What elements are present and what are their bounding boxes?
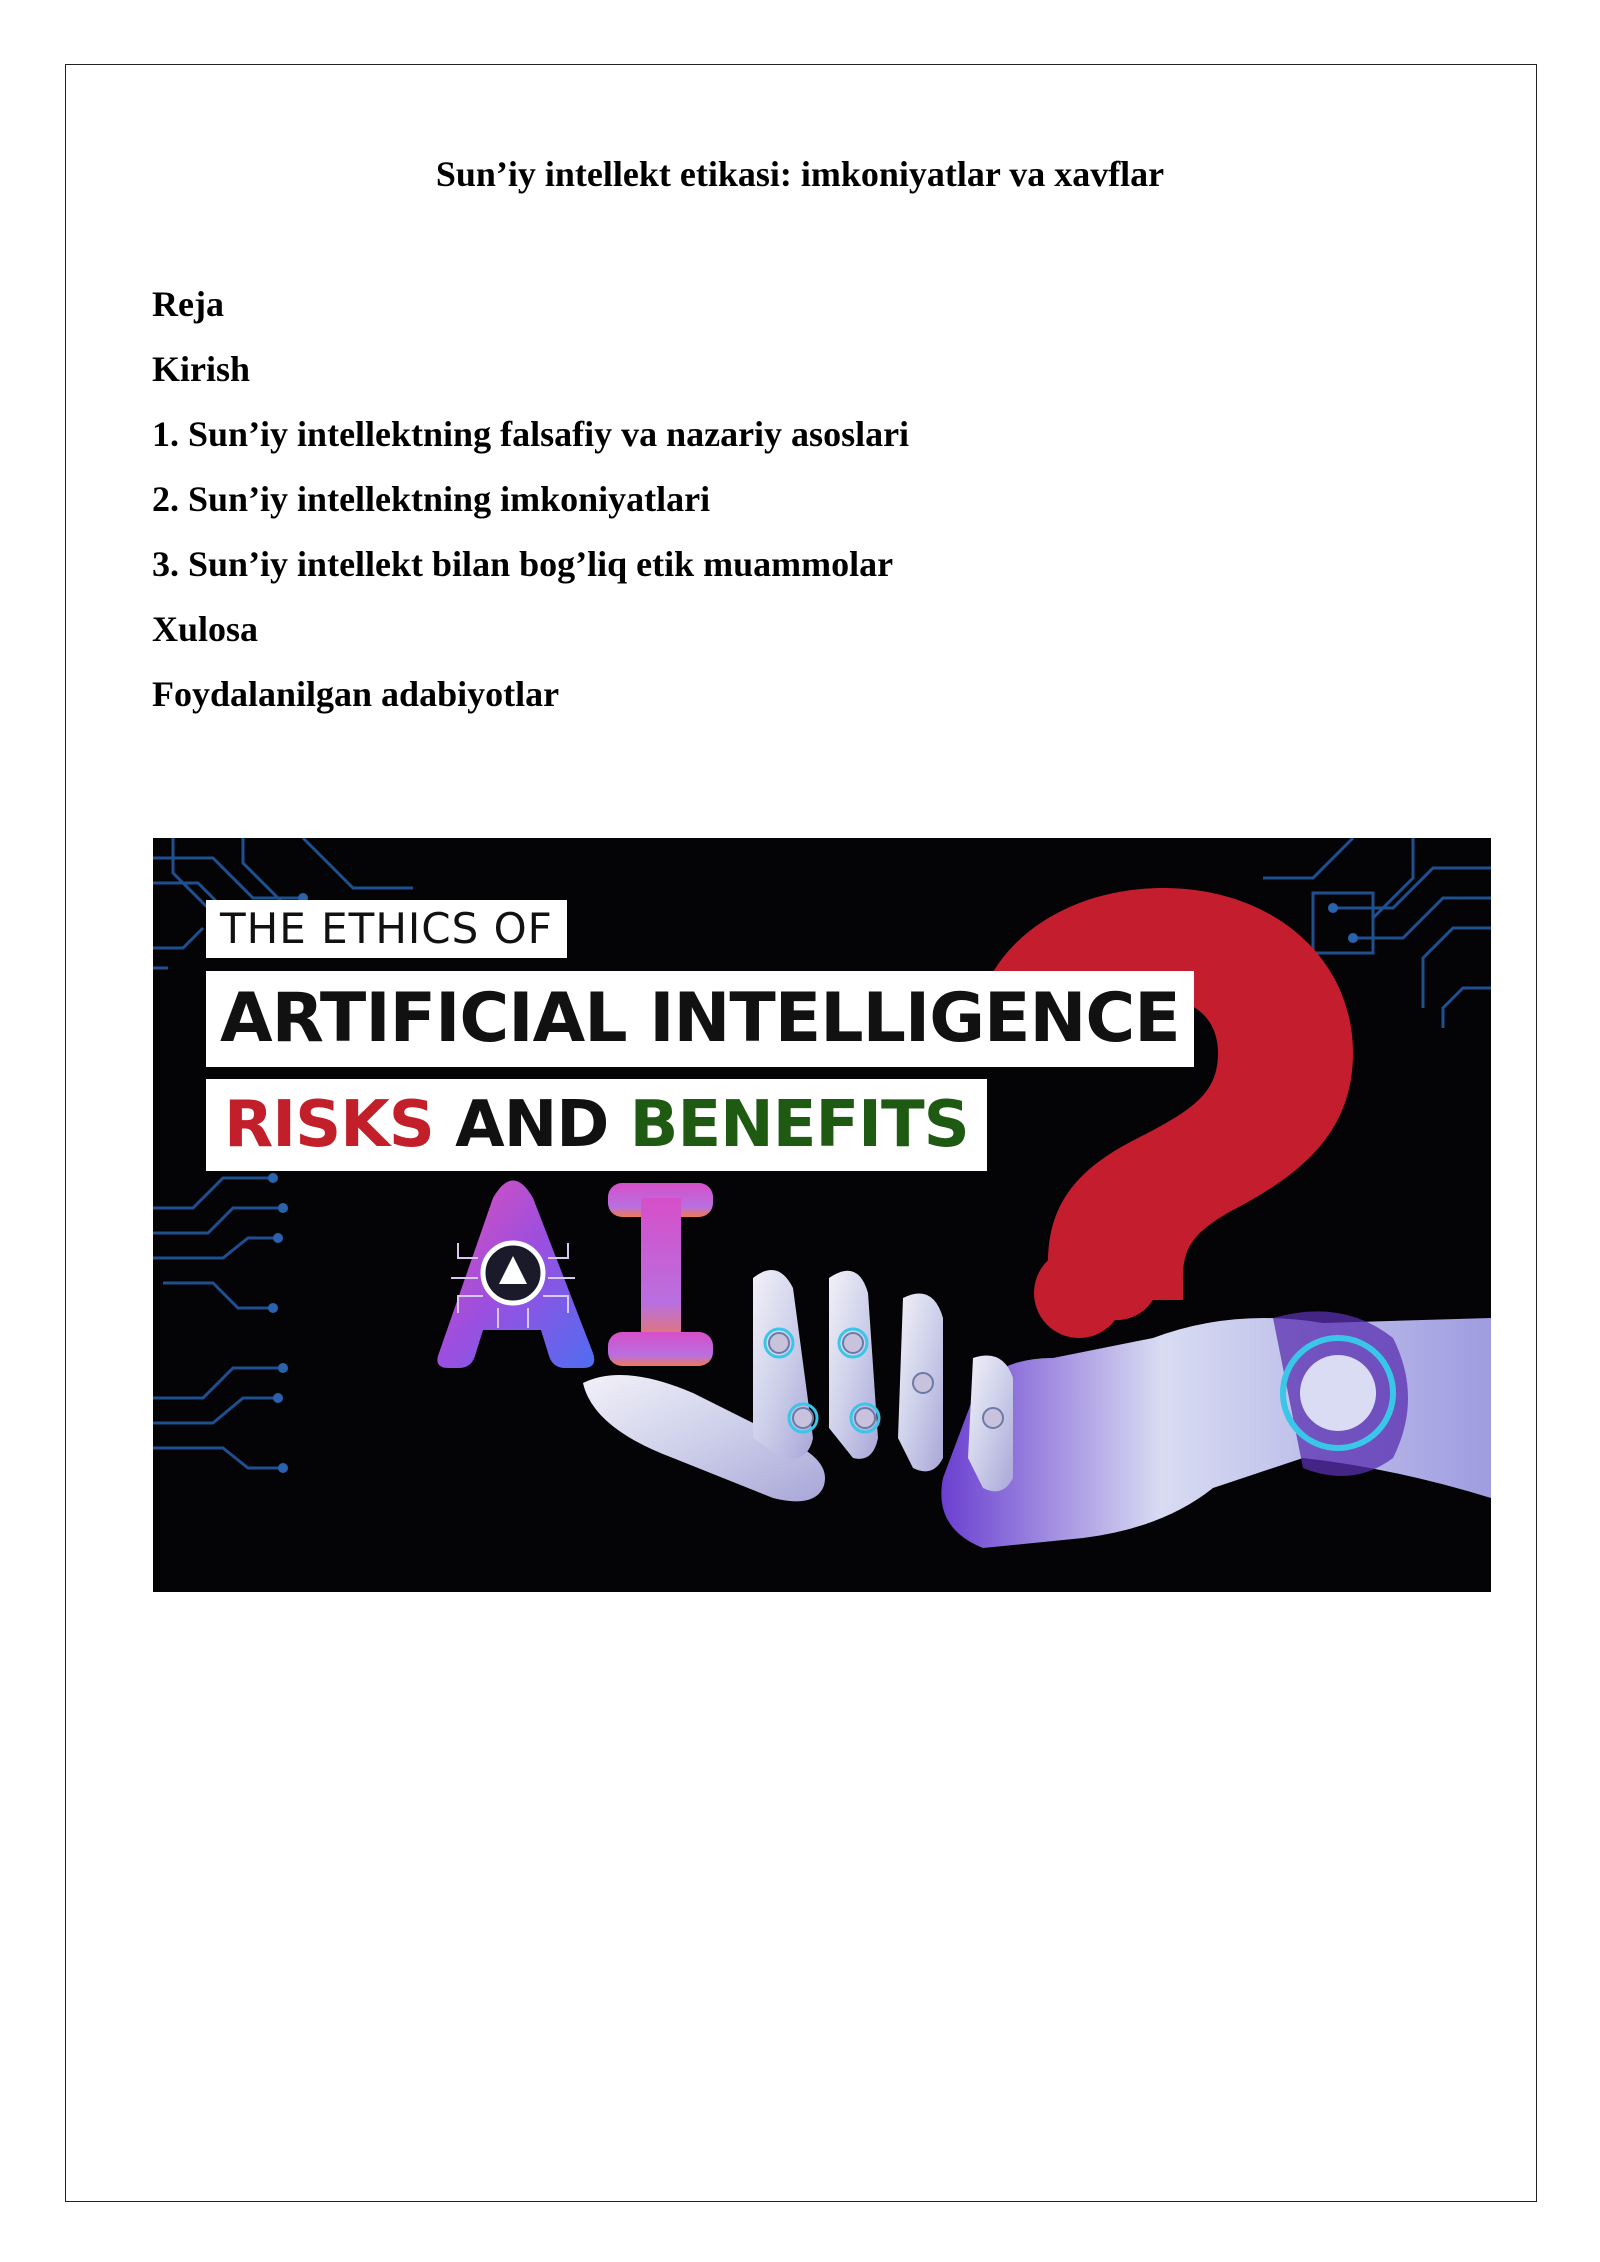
outline-item-section-3: 3. Sun’iy intellekt bilan bog’liq etik muammolar — [152, 544, 894, 584]
banner-word-benefits: BENEFITS — [629, 1088, 969, 1162]
outline-item-kirish: Kirish — [152, 349, 251, 389]
question-mark-icon — [973, 888, 1353, 1338]
outline-item-section-2: 2. Sun’iy intellektning imkoniyatlari — [152, 479, 711, 519]
banner-label-ethics-of: THE ETHICS OF — [206, 900, 567, 958]
outline-item-section-1: 1. Sun’iy intellektning falsafiy va nazariy asoslari — [152, 414, 910, 454]
banner-label-artificial-intelligence: ARTIFICIAL INTELLIGENCE — [206, 971, 1194, 1067]
document-title: Sun’iy intellekt etikasi: imkoniyatlar va xavflar — [435, 154, 1165, 194]
outline-item-reja: Reja — [152, 284, 224, 324]
outline-list — [152, 280, 909, 735]
ai-logo-icon — [437, 1181, 713, 1369]
outline-item-xulosa: Xulosa — [152, 609, 259, 649]
banner-word-and: AND — [455, 1088, 609, 1162]
banner-label-risks-and-benefits — [206, 1079, 987, 1171]
outline-item-references: Foydalanilgan adabiyotlar — [152, 674, 560, 714]
robot-hand-icon — [583, 1270, 1491, 1548]
banner-word-risks: RISKS — [224, 1088, 434, 1162]
ai-ethics-banner-image — [153, 838, 1491, 1592]
circuit-lines-left — [153, 1178, 283, 1468]
